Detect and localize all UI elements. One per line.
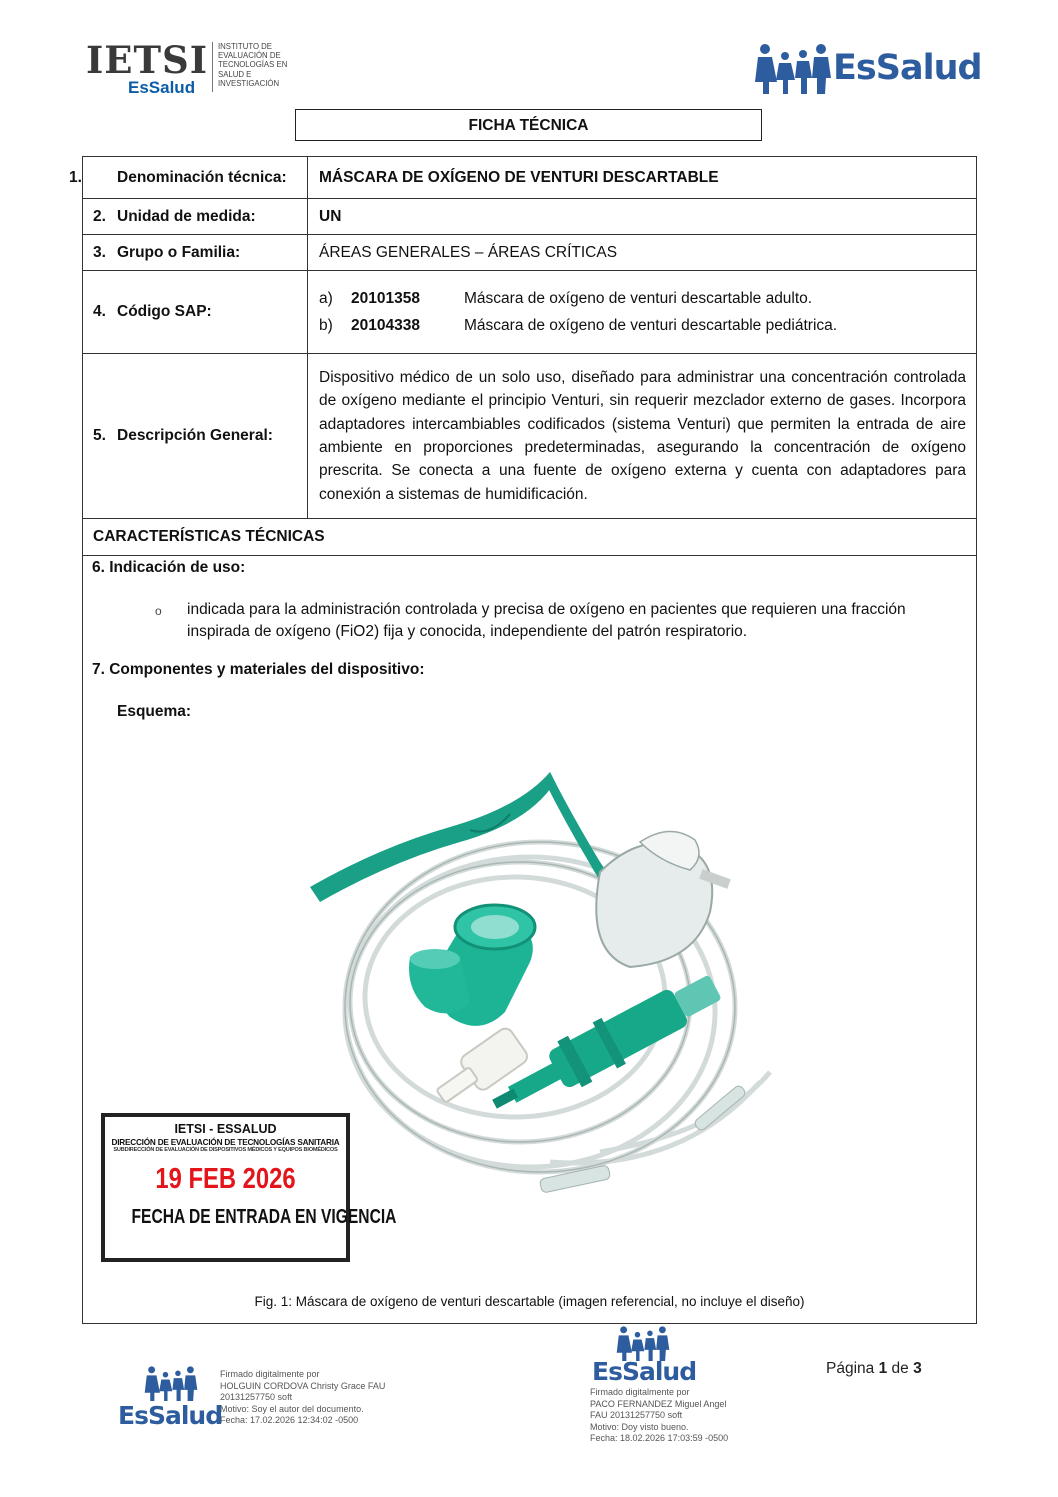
row-descripcion [83,354,977,519]
section-6-heading: 6. Indicación de uso: [92,559,246,576]
section-6-text: indicada para la administración controlada y precisa de oxígeno en pacientes que requieren una fracción inspirada de oxígeno (FiO2) fija y conocida, independiente del patrón respiratorio. [187,601,906,640]
label-grupo: 3. Grupo o Familia: [83,235,308,271]
label-sap: 4. Código SAP: [83,271,308,354]
row-caracteristicas [83,519,977,556]
ietsi-logo [86,38,296,96]
essalud-family-icon [616,1325,670,1361]
stamp-line2: DIRECCIÓN DE EVALUACIÓN DE TECNOLOGÍAS SANITARIA [111,1138,340,1147]
section-7-heading: 7. Componentes y materiales del dispositivo: [92,661,425,678]
sap-item-pediatric: b) 20104338 Máscara de oxígeno de venturi descartable pediátrica. [319,316,838,334]
ietsi-logo-sub: EsSalud [128,78,196,97]
label-descripcion: 5. Descripción General: [83,354,308,519]
row-unidad [83,199,977,235]
figure-caption: Fig. 1: Máscara de oxígeno de venturi descartable (imagen referencial, no incluye el diseño) [254,1294,805,1309]
ietsi-logo-description: INSTITUTO DE EVALUACIÓN DE TECNOLOGÍAS EN SALUD E INVESTIGACIÓN [218,42,288,88]
esquema-label: Esquema: [117,703,192,720]
page-number: Página 1 de 3 [826,1360,922,1377]
essalud-family-icon [144,1365,198,1401]
signature-left [118,1365,388,1433]
venturi-mask-image [300,752,790,1212]
stamp-line1: IETSI - ESSALUD [174,1122,277,1136]
page-title: FICHA TÉCNICA [295,109,762,141]
stamp-footer: FECHA DE ENTRADA EN VIGENCIA [131,1206,397,1228]
caracteristicas-heading: CARACTERÍSTICAS TÉCNICAS [83,519,977,556]
value-sap [308,271,977,354]
label-denominacion: 1. Denominación técnica: [83,157,308,199]
value-denominacion: MÁSCARA DE OXÍGENO DE VENTURI DESCARTABLE [308,157,977,199]
essalud-brand-text: EsSalud [592,1357,697,1386]
sap-code: 20101358 [351,289,420,307]
ietsi-logo-text: IETSI [86,38,209,82]
stamp-date: 19 FEB 2026 [155,1163,296,1195]
row-grupo [83,235,977,271]
value-grupo: ÁREAS GENERALES – ÁREAS CRÍTICAS [308,235,977,271]
ietsi-logo-divider [212,42,213,92]
stamp-line3: SUBDIRECCIÓN DE EVALUACIÓN DE DISPOSITIVOS MÉDICOS Y EQUIPOS BIOMÉDICOS [113,1147,338,1153]
essalud-brand-text: EsSalud [118,1401,223,1430]
sap-code: 20104338 [351,316,420,334]
digital-signature-text: Firmado digitalmente por PACO FERNANDEZ Miguel Angel FAU 20131257750 soft Motivo: Doy visto bueno. Fecha: 18.02.2026 17:03:59 -0500 [590,1387,729,1443]
essalud-logo [755,40,985,96]
value-unidad: UN [308,199,977,235]
value-descripcion: Dispositivo médico de un solo uso, diseñado para administrar una concentración controlada de oxígeno mediante el principio Venturi, sin requerir mezclador externo de gases. Incorpora adaptadores intercambiables codificados (sistema Venturi) que permiten la entrada de aire ambiente en proporciones predeterminadas, asegurando la concentración de oxígeno prescrita. Se conecta a una fuente de oxígeno externa y cuenta con adaptadores para conexión a sistemas de humidificación. [308,354,977,519]
label-unidad: 2. Unidad de medida: [83,199,308,235]
row-sap [83,271,977,354]
signature-right [590,1325,850,1445]
validity-stamp [101,1113,397,1262]
bullet-icon: o [155,604,162,618]
technical-sheet-table [69,156,977,556]
digital-signature-text: Firmado digitalmente por HOLGUIN CORDOVA Christy Grace FAU 20131257750 soft Motivo: Soy el autor del documento. Fecha: 17.02.2026 12:34:02 -0500 [220,1369,386,1425]
essalud-brand-text: EsSalud [833,48,982,88]
sap-item-adult: a) 20101358 Máscara de oxígeno de venturi descartable adulto. [319,289,813,307]
row-denominacion [83,157,977,199]
essalud-family-icon [755,42,831,94]
